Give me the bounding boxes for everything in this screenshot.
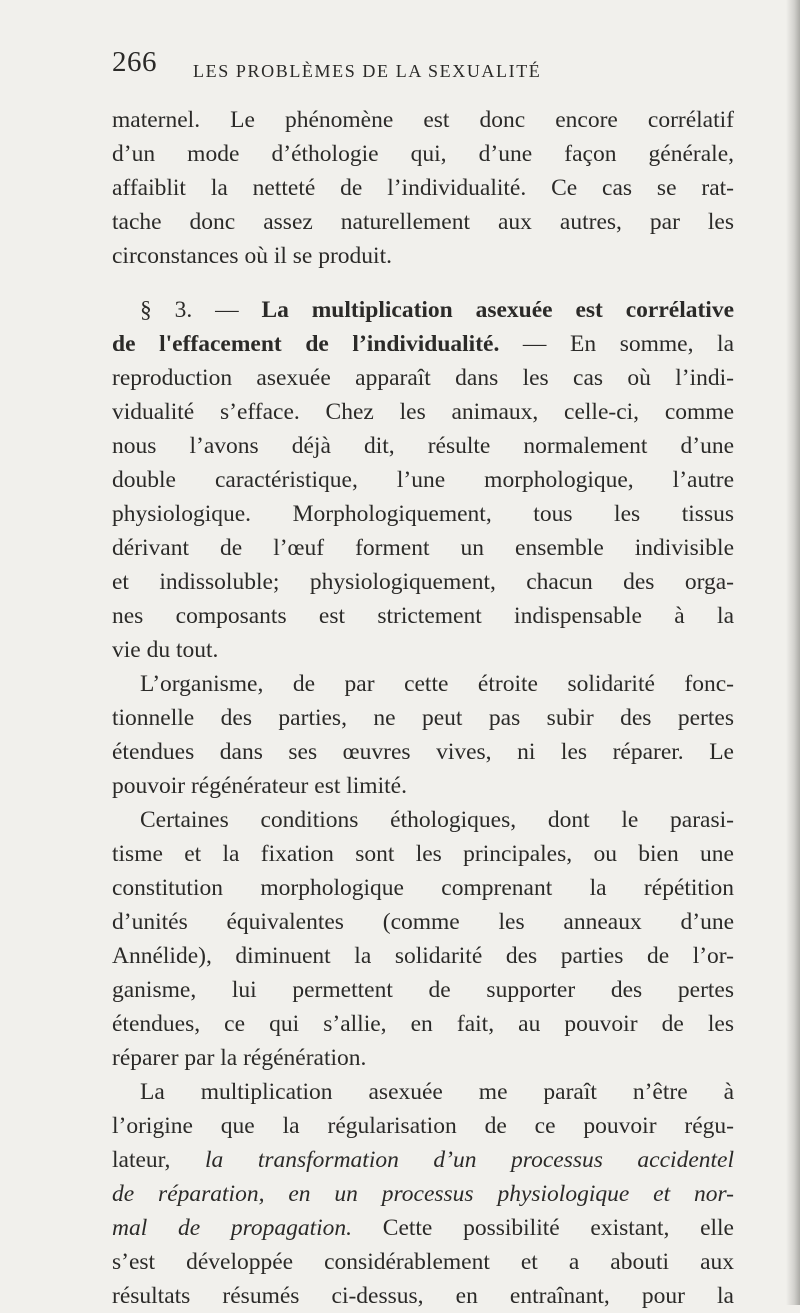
- text-line: maternel. Le phénomène est donc encore corrélatif: [112, 107, 734, 133]
- page-edge-shadow: [786, 0, 800, 1305]
- text-line: étendues, ce qui s’allie, en fait, au pouvoir de les: [112, 1011, 734, 1037]
- italic-text: la transformation d’un processus accidentel: [205, 1147, 734, 1173]
- text-line: [112, 1177, 734, 1211]
- text-line: résultats résumés ci-dessus, en entraînant, pour la: [112, 1283, 734, 1309]
- text-span: — En somme, la: [499, 331, 734, 357]
- section-title-continued: de l'effacement de l’individualité.: [112, 331, 500, 357]
- text-line: d’unités équivalentes (comme les anneaux d’une: [112, 909, 734, 935]
- text-line: circonstances où il se produit.: [112, 243, 392, 269]
- paragraph-4: [112, 803, 734, 1075]
- paragraph-section-3: [112, 293, 734, 667]
- text-line: d’un mode d’éthologie qui, d’une façon générale,: [112, 141, 734, 167]
- text-line: réparer par la régénération.: [112, 1045, 367, 1071]
- text-line: physiologique. Morphologiquement, tous les tissus: [112, 501, 734, 527]
- text-line: constitution morphologique comprenant la répétition: [112, 875, 734, 901]
- text-line: [112, 1143, 734, 1177]
- text-line: Annélide), diminuent la solidarité des parties de l’or-: [112, 943, 734, 969]
- section-number: § 3. —: [140, 297, 262, 323]
- text-line: s’est développée considérablement et a abouti aux: [112, 1249, 734, 1275]
- text-line: l’origine que la régularisation de ce pouvoir régu-: [112, 1113, 734, 1139]
- text-line: tisme et la fixation sont les principales, ou bien une: [112, 841, 734, 867]
- text-line: L’organisme, de par cette étroite solidarité fonc-: [140, 671, 734, 697]
- text-span: lateur,: [112, 1147, 205, 1173]
- text-line: tache donc assez naturellement aux autres, par les: [112, 209, 734, 235]
- paragraph-5: [112, 1075, 734, 1313]
- paragraph-3: [112, 667, 734, 803]
- text-line: vidualité s’efface. Chez les animaux, celle-ci, comme: [112, 399, 734, 425]
- text-line: [112, 327, 734, 361]
- text-line: Certaines conditions éthologiques, dont le parasi-: [140, 807, 734, 833]
- text-line: étendues dans ses œuvres vives, ni les réparer. Le: [112, 739, 734, 765]
- page-header: [112, 46, 732, 94]
- text-line: et indissoluble; physiologiquement, chacun des orga-: [112, 569, 734, 595]
- text-line: tionnelle des parties, ne peut pas subir des pertes: [112, 705, 734, 731]
- text-line: reproduction asexuée apparaît dans les cas où l’indi-: [112, 365, 734, 391]
- paragraph-1: [112, 103, 734, 273]
- running-title: LES PROBLÈMES DE LA SEXUALITÉ: [193, 61, 542, 81]
- text-line: nes composants est strictement indispensable à la: [112, 603, 734, 629]
- text-line: double caractéristique, l’une morphologique, l’autre: [112, 467, 734, 493]
- section-heading-line: [112, 293, 734, 327]
- page-number: 266: [112, 46, 157, 78]
- text-line: ganisme, lui permettent de supporter des pertes: [112, 977, 734, 1003]
- text-line: La multiplication asexuée me paraît n’être à: [140, 1079, 734, 1105]
- section-title: La multiplication asexuée est corrélative: [261, 297, 735, 323]
- text-line: vie du tout.: [112, 637, 219, 663]
- text-line: affaiblit la netteté de l’individualité. Ce cas se rat-: [112, 175, 734, 201]
- body-text: [112, 103, 734, 1313]
- italic-text: de réparation, en un processus physiologique et nor-: [112, 1181, 734, 1207]
- text-line: dérivant de l’œuf forment un ensemble indivisible: [112, 535, 734, 561]
- text-span: Cette possibilité existant, elle: [352, 1215, 734, 1241]
- text-line: nous l’avons déjà dit, résulte normalement d’une: [112, 433, 734, 459]
- text-line: pouvoir régénérateur est limité.: [112, 773, 407, 799]
- text-line: [112, 1211, 734, 1245]
- italic-text: mal de propagation.: [112, 1215, 353, 1241]
